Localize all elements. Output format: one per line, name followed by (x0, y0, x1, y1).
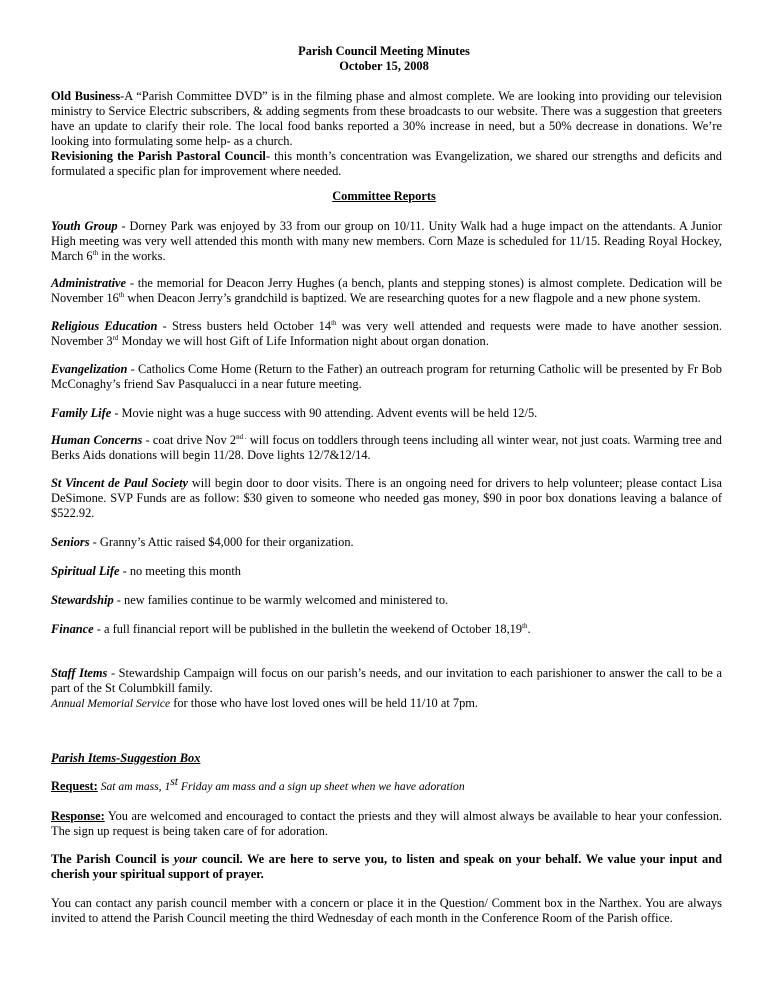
human-concerns-label: Human Concerns (51, 433, 143, 447)
religious-education-text-c: Monday we will host Gift of Life Information night about organ donation. (118, 334, 489, 348)
staff-items-label: Staff Items (51, 666, 108, 680)
document-title: Parish Council Meeting Minutes (298, 44, 470, 58)
old-business-text: -A “Parish Committee DVD” is in the filming phase and almost complete. We are looking into providing our television ministry to Service Electric subscribers, & adding segments from these broadcasts to our website. There was a suggestion that greeters have an update to clarify their role. The local food banks reported a 30% increase in need, but a 50% decrease in donations. We’re looking into formulating some help- as a church. (51, 89, 722, 148)
memorial-service-text: for those who have lost loved ones will be held 11/10 at 7pm. (170, 696, 479, 710)
evangelization-label: Evangelization (51, 362, 128, 376)
family-life-label: Family Life (51, 406, 112, 420)
contact-paragraph: You can contact any parish council member with a concern or place it in the Question/ Comment box in the Narthex. You are always invited to attend the Parish Council meeting the third Wednesday of each month in the Conference Room of the Parish office. (51, 896, 722, 925)
spiritual-life-report (51, 564, 722, 579)
seniors-text: - Granny’s Attic raised $4,000 for their organization. (89, 535, 354, 549)
youth-group-text-b: in the works. (98, 249, 166, 263)
administrative-sup: th (118, 291, 125, 299)
human-concerns-text-a: - coat drive Nov 2 (142, 433, 237, 447)
request-text-a: Sat am mass, 1 (97, 780, 171, 793)
response-label: Response: (51, 809, 105, 823)
finance-text-a: - a full financial report will be published in the bulletin the weekend of October 18,19 (93, 622, 523, 636)
svdp-label: St Vincent de Paul Society (51, 476, 189, 490)
stewardship-label: Stewardship (51, 593, 114, 607)
family-life-text: - Movie night was a huge success with 90 attending. Advent events will be held 12/5. (111, 406, 538, 420)
youth-group-report (51, 219, 722, 264)
request-label: Request: (51, 779, 98, 793)
finance-sup: th (522, 622, 528, 630)
old-business-paragraph (51, 89, 722, 149)
request-paragraph (51, 775, 722, 794)
request-text-b: Friday am mass and a sign up sheet when we have adoration (178, 780, 465, 793)
human-concerns-sup: nd . (236, 433, 247, 441)
response-paragraph (51, 809, 722, 839)
administrative-text-a: - the memorial for Deacon Jerry Hughes (a bench, plants and stepping stones) is almost complete. Dedication will be November 16 (51, 276, 722, 305)
administrative-label: Administrative (51, 276, 127, 290)
spiritual-life-label: Spiritual Life (51, 564, 120, 578)
religious-education-report (51, 319, 722, 349)
administrative-report (51, 276, 722, 306)
spiritual-life-text: - no meeting this month (119, 564, 241, 578)
youth-group-label: Youth Group (51, 219, 118, 233)
revisioning-label: Revisioning the Parish Pastoral Council (51, 149, 266, 163)
human-concerns-report (51, 433, 722, 463)
memorial-service-label: Annual Memorial Service (51, 697, 171, 710)
religious-education-text-b: was very well attended and requests were made to have another session. November 3 (51, 319, 722, 348)
stewardship-report (51, 593, 722, 608)
evangelization-text: - Catholics Come Home (Return to the Father) an outreach program for returning Catholic will be presented by Fr Bob McConaghy’s friend Sav Pasqualucci in a near future meeting. (51, 362, 722, 391)
revisioning-paragraph (51, 149, 722, 179)
suggestion-box-heading-text: Parish Items-Suggestion Box (51, 751, 201, 765)
suggestion-box-heading (51, 751, 722, 766)
old-business-label: Old Business (51, 89, 121, 103)
response-text: You are welcomed and encouraged to contact the priests and they will almost always be available to hear your confession. The sign up request is being taken care of for adoration. (51, 809, 722, 838)
family-life-report (51, 406, 722, 421)
religious-education-label: Religious Education (51, 319, 158, 333)
council-statement-a: The Parish Council is (51, 852, 174, 866)
religious-education-sup-b: rd (112, 334, 119, 342)
religious-education-text-a: - Stress busters held October 14 (157, 319, 332, 333)
seniors-report (51, 535, 722, 550)
administrative-text-b: when Deacon Jerry’s grandchild is baptized. We are researching quotes for a new flagpole and a new phone system. (124, 291, 701, 305)
committee-reports-heading: Committee Reports (332, 189, 436, 203)
staff-items-report (51, 666, 722, 711)
religious-education-sup-a: th (331, 319, 337, 327)
request-sup: st (170, 775, 179, 788)
svdp-text: will begin door to door visits. There is an ongoing need for drivers to help volunteer; please contact Lisa DeSimone. SVP Funds are as follow: $30 given to someone who needed gas money, $90 in poor box donations leaving a balance of $522.92. (51, 476, 723, 520)
finance-text-b: . (527, 622, 531, 636)
revisioning-text: - this month’s concentration was Evangelization, we shared our strengths and deficits and formulated a specific plan for improvement where needed. (51, 149, 722, 178)
finance-report (51, 622, 722, 637)
council-statement-b: council. We are here to serve you, to listen and speak on your behalf. We value your input and cherish your spiritual support of prayer. (51, 852, 722, 881)
finance-label: Finance (51, 622, 94, 636)
youth-group-sup: th (92, 249, 99, 257)
staff-items-text: - Stewardship Campaign will focus on our parish’s needs, and our invitation to each parishioner to answer the call to be a part of the St Columbkill family. (51, 666, 722, 695)
youth-group-text-a: - Dorney Park was enjoyed by 33 from our group on 10/11. Unity Walk had a huge impact on the attendants. A Junior High meeting was very well attended this month with many new members. Corn Maze is scheduled for 11/15. Reading Royal Hockey, March 6 (51, 219, 722, 263)
council-statement-emphasis: your (173, 852, 198, 866)
evangelization-report (51, 362, 722, 392)
svdp-report (51, 476, 722, 521)
human-concerns-text-b: will focus on toddlers through teens including all winter wear, not just coats. Warming tree and Berks Aids donations will begin 11/28. Dove lights 12/7&12/14. (51, 433, 722, 462)
seniors-label: Seniors (51, 535, 90, 549)
council-statement (51, 852, 722, 882)
document-date: October 15, 2008 (339, 59, 429, 73)
stewardship-text: - new families continue to be warmly welcomed and ministered to. (113, 593, 449, 607)
